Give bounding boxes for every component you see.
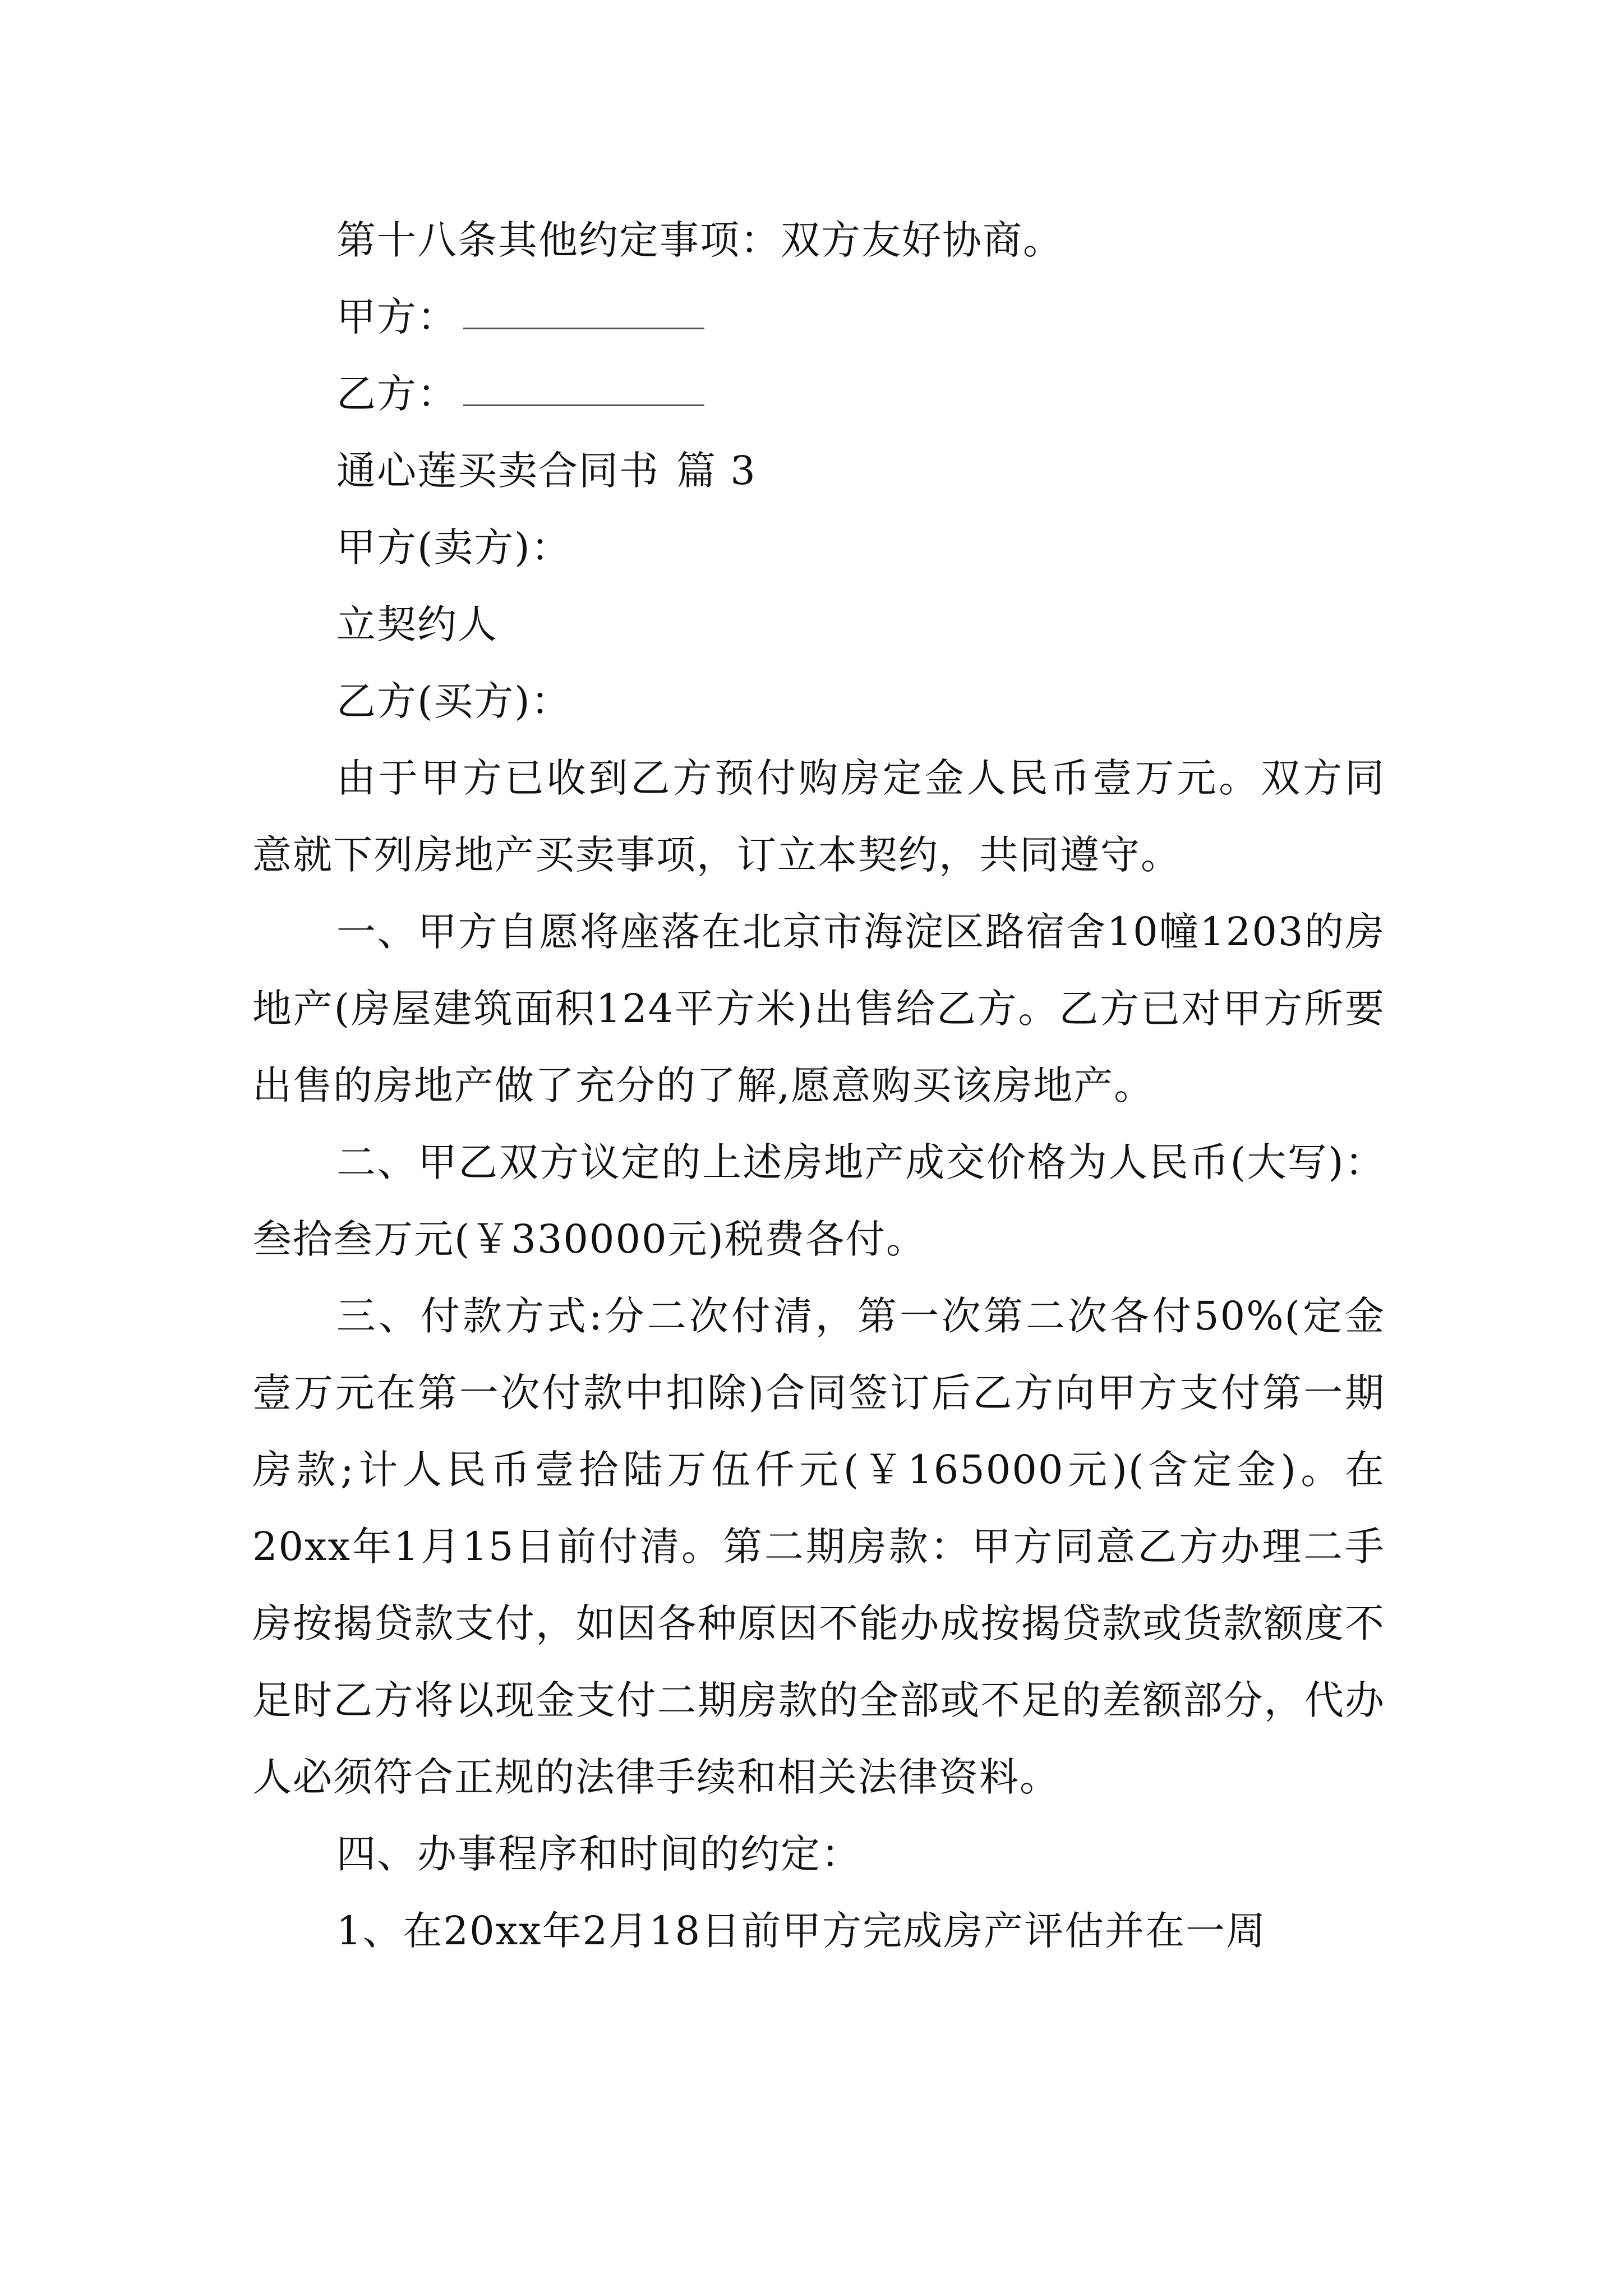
party-a-signature-row [252, 279, 1385, 356]
section-number: 篇 3 [676, 448, 757, 494]
section-title: 通心莲买卖合同书 [336, 448, 660, 494]
party-b-signature-blank [463, 402, 704, 406]
seller-label: 甲方(卖方)： [336, 524, 571, 570]
clause-4-item-1: 1、在20xx年2月18日前甲方完成房产评估并在一周 [336, 1908, 1267, 1954]
party-a-label: 甲方： [336, 294, 458, 340]
clause-4-title: 四、办事程序和时间的约定： [336, 1831, 861, 1877]
buyer-label: 乙方(买方)： [336, 678, 571, 724]
contractor-label: 立契约人 [336, 601, 498, 647]
clause-3-paragraph: 三、付款方式:分二次付清，第一次第二次各付50%(定金壹万元在第一次付款中扣除)合同签订后乙方向甲方支付第一期房款;计人民币壹拾陆万伍仟元(￥165000元)(含定金)。在20xx年1月15日前付清。第二期房款：甲方同意乙方办理二手房按揭贷款支付，如因各种原因不能办成按揭贷款或货款额度不足时乙方将以现金支付二期房款的全部或不足的差额部分，代办人必须符合正规的法律手续和相关法律资料。 [252, 1293, 1385, 1800]
article-18-line: 第十八条其他约定事项：双方友好协商。 [336, 217, 1063, 263]
intro-paragraph: 由于甲方已收到乙方预付购房定金人民币壹万元。双方同意就下列房地产买卖事项，订立本契约，共同遵守。 [252, 755, 1385, 878]
clause-1-paragraph: 一、甲方自愿将座落在北京市海淀区路宿舍10幢1203的房地产(房屋建筑面积124平方米)出售给乙方。乙方已对甲方所要出售的房地产做了充分的了解,愿意购买该房地产。 [252, 909, 1385, 1108]
section-heading [252, 432, 1385, 509]
party-a-signature-blank [463, 325, 704, 329]
party-b-signature-row [252, 356, 1385, 432]
clause-2-paragraph: 二、甲乙双方议定的上述房地产成交价格为人民币(大写)：叁拾叁万元(￥330000元)税费各付。 [252, 1139, 1385, 1262]
party-b-label: 乙方： [336, 371, 458, 417]
document-body [252, 202, 1385, 1970]
